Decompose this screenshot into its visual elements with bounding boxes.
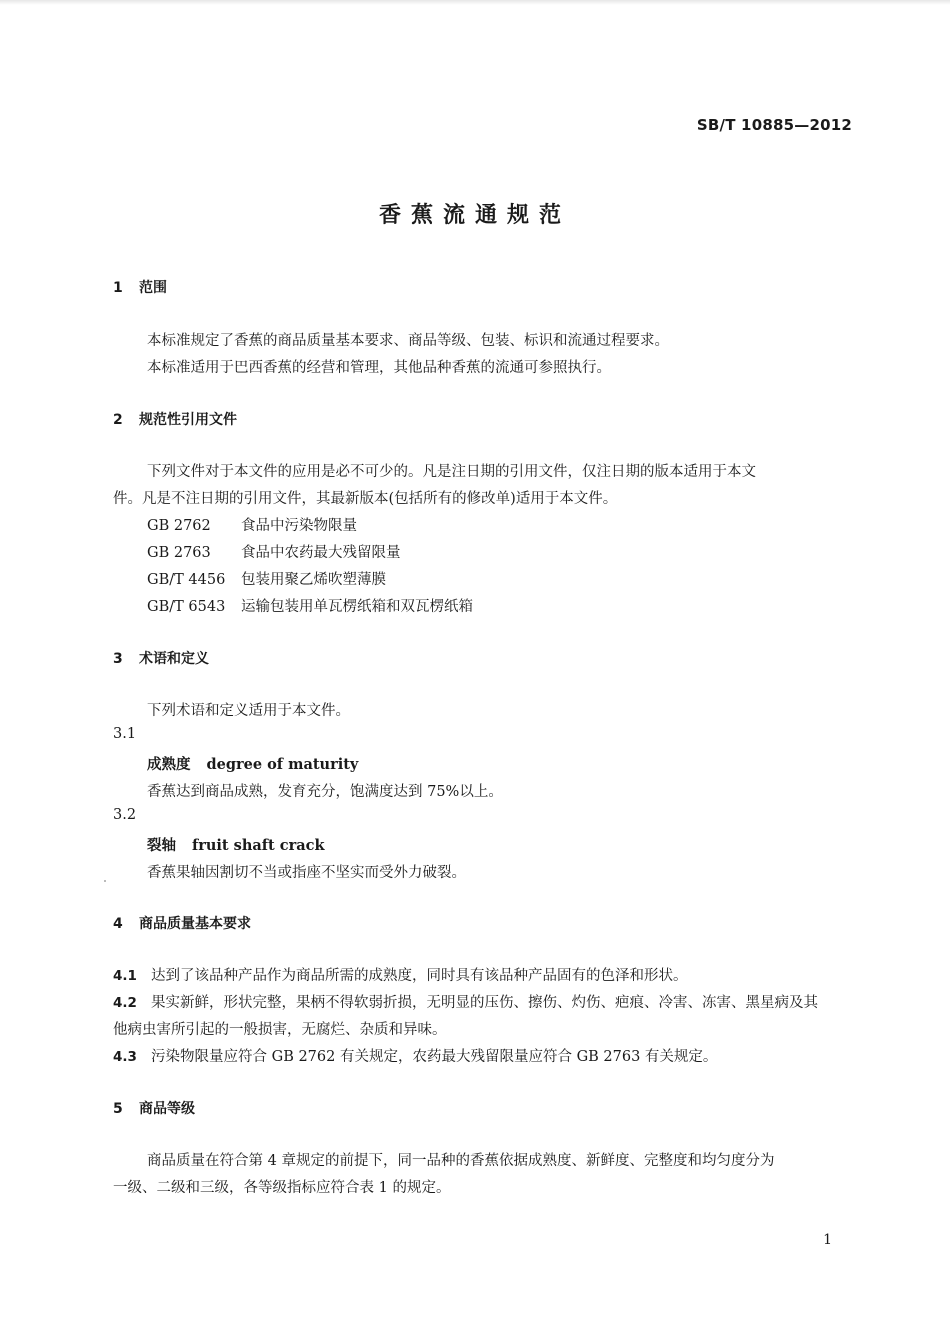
section-heading-normative-references <box>113 409 237 429</box>
section-title: 规范性引用文件 <box>139 412 237 428</box>
section-number: 1 <box>113 280 123 296</box>
section-heading-quality-requirements <box>113 913 251 933</box>
clause-number: 4.3 <box>113 1049 137 1065</box>
term-english: fruit shaft crack <box>192 837 325 854</box>
grades-paragraph-line-2: 一级、二级和三级，各等级指标应符合表 1 的规定。 <box>113 1180 451 1196</box>
references-intro-line-1: 下列文件对于本文件的应用是必不可少的。凡是注日期的引用文件，仅注日期的版本适用于本文 <box>147 464 756 480</box>
section-title: 商品质量基本要求 <box>139 916 251 932</box>
scan-edge <box>0 0 950 5</box>
page-number: 1 <box>823 1232 832 1248</box>
section-title: 范围 <box>139 280 167 296</box>
term-chinese: 成熟度 <box>147 756 191 773</box>
clause-4-2-continuation: 他病虫害所引起的一般损害，无腐烂、杂质和异味。 <box>113 1022 447 1038</box>
term-english: degree of maturity <box>206 756 359 773</box>
term-number: 3.2 <box>113 807 137 823</box>
reference-name: 运输包装用单瓦楞纸箱和双瓦楞纸箱 <box>241 599 473 615</box>
term-definition: 香蕉果轴因割切不当或指座不坚实而受外力破裂。 <box>147 865 466 881</box>
term-number: 3.1 <box>113 726 137 742</box>
term-chinese: 裂轴 <box>147 837 176 854</box>
reference-code: GB 2762 <box>147 518 211 534</box>
clause-4-2 <box>113 991 818 1012</box>
section-heading-terms-definitions <box>113 648 209 668</box>
scan-speck <box>104 880 106 882</box>
section-number: 2 <box>113 412 123 428</box>
reference-name: 食品中农药最大残留限量 <box>241 545 401 561</box>
scope-paragraph-1: 本标准规定了香蕉的商品质量基本要求、商品等级、包装、标识和流通过程要求。 <box>147 333 669 349</box>
section-title: 术语和定义 <box>139 651 209 667</box>
term-entry <box>147 834 325 855</box>
term-entry <box>147 753 358 774</box>
reference-item <box>147 595 473 616</box>
clause-number: 4.1 <box>113 968 137 984</box>
clause-text: 污染物限量应符合 GB 2762 有关规定，农药最大残留限量应符合 GB 2763 有关规定。 <box>151 1049 718 1065</box>
clause-text: 果实新鲜，形状完整，果柄不得软弱折损，无明显的压伤、擦伤、灼伤、疤痕、冷害、冻害、黑星病及其 <box>151 995 818 1011</box>
reference-code: GB/T 6543 <box>147 599 226 615</box>
term-definition: 香蕉达到商品成熟，发育充分，饱满度达到 75%以上。 <box>147 784 503 800</box>
references-intro-line-2: 件。凡是不注日期的引用文件，其最新版本(包括所有的修改单)适用于本文件。 <box>113 491 618 507</box>
section-title: 商品等级 <box>139 1101 195 1117</box>
section-number: 3 <box>113 651 123 667</box>
section-number: 5 <box>113 1101 123 1117</box>
reference-item <box>147 541 401 562</box>
terms-intro: 下列术语和定义适用于本文件。 <box>147 703 350 719</box>
clause-4-3 <box>113 1045 717 1066</box>
standard-code: SB/T 10885—2012 <box>696 116 852 134</box>
reference-item <box>147 514 357 535</box>
section-heading-grades <box>113 1098 195 1118</box>
reference-item <box>147 568 386 589</box>
reference-code: GB 2763 <box>147 545 211 561</box>
grades-paragraph-line-1: 商品质量在符合第 4 章规定的前提下，同一品种的香蕉依据成熟度、新鲜度、完整度和均匀度分为 <box>147 1153 775 1169</box>
scope-paragraph-2: 本标准适用于巴西香蕉的经营和管理，其他品种香蕉的流通可参照执行。 <box>147 360 611 376</box>
reference-name: 包装用聚乙烯吹塑薄膜 <box>241 572 386 588</box>
clause-4-1 <box>113 964 688 985</box>
reference-code: GB/T 4456 <box>147 572 226 588</box>
section-heading-scope <box>113 277 167 297</box>
clause-text: 达到了该品种产品作为商品所需的成熟度，同时具有该品种产品固有的色泽和形状。 <box>151 968 688 984</box>
clause-number: 4.2 <box>113 995 137 1011</box>
reference-name: 食品中污染物限量 <box>241 518 357 534</box>
document-title: 香蕉流通规范 <box>378 203 571 228</box>
section-number: 4 <box>113 916 123 932</box>
